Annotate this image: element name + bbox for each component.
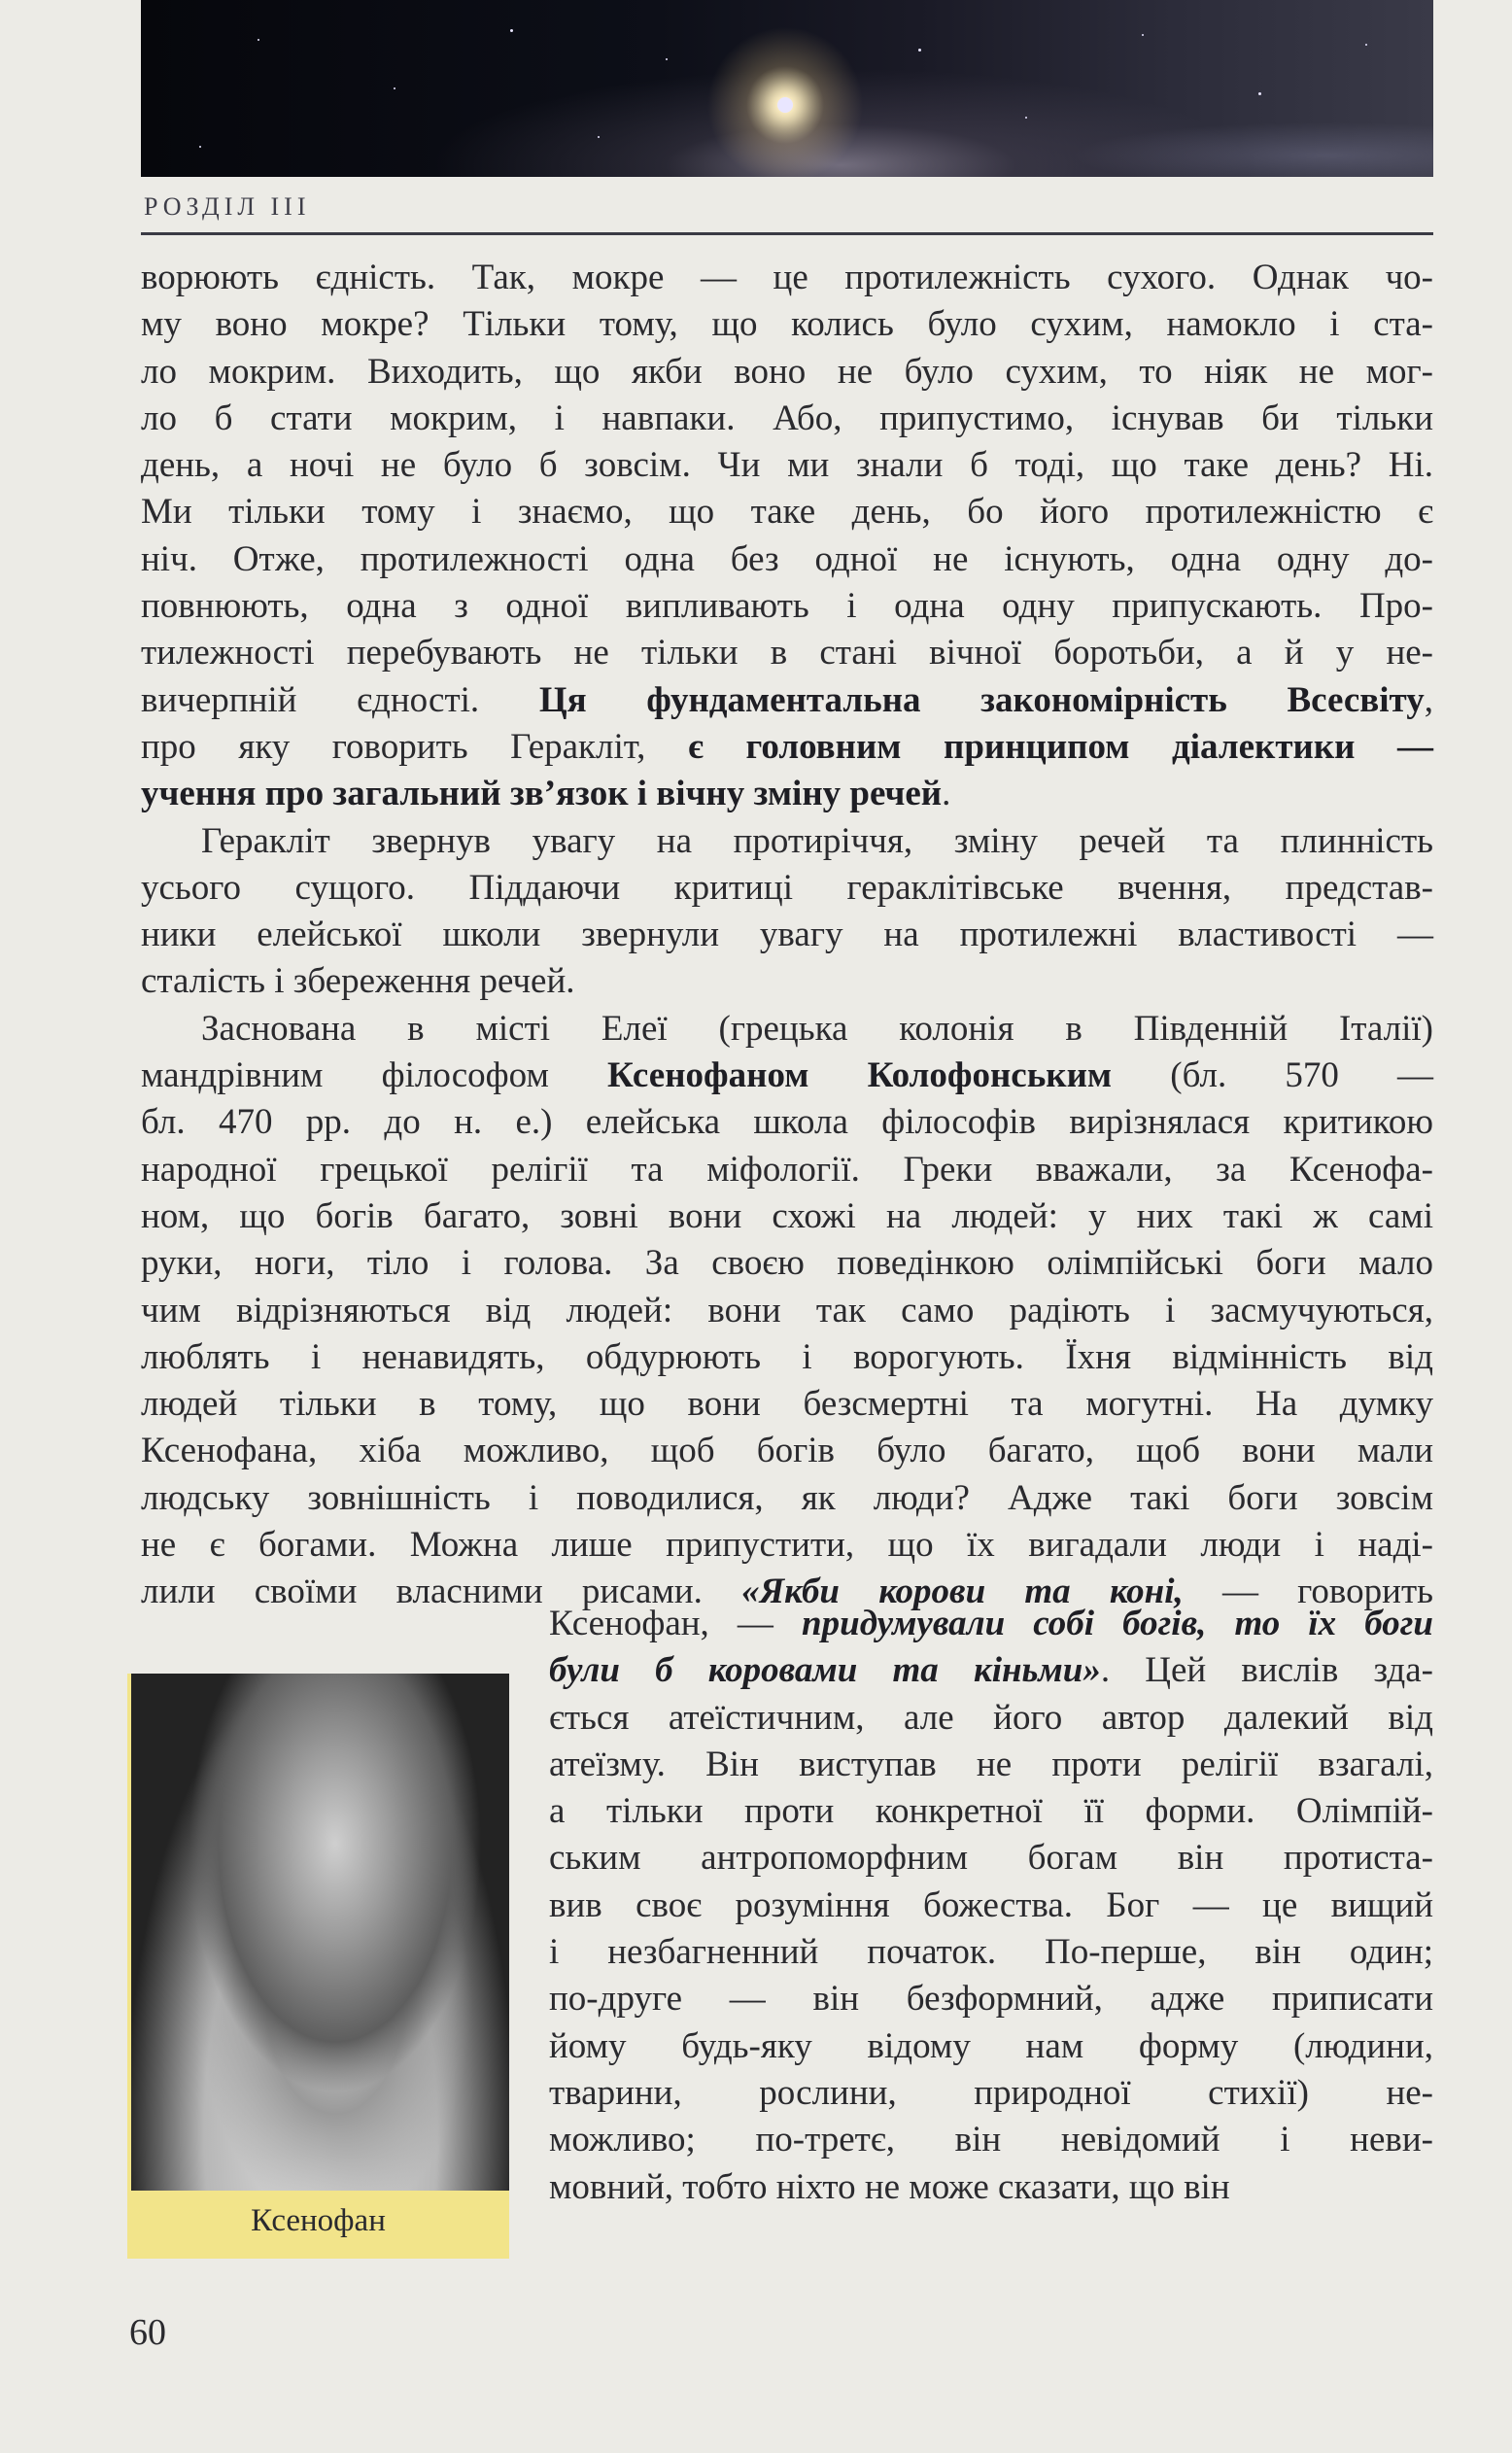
text-line	[549, 1601, 1433, 1647]
text-span: .	[942, 774, 951, 814]
space-banner-image	[141, 0, 1433, 177]
text-line: сталість і збереження речей.	[141, 961, 575, 1002]
text-line	[141, 771, 1433, 817]
text-line: можливо; по-третє, він невідомий і неви-	[549, 2120, 1433, 2160]
text-line: ло мокрим. Виходить, що якби воно не було сухим, то ніяк не мог-	[141, 351, 1433, 392]
quote-text: придумували собі богів, то їх боги	[802, 1604, 1433, 1643]
text-line: ворюють єдність. Так, мокре — це протилежність сухого. Однак чо-	[141, 258, 1433, 297]
text-span: ,	[1424, 679, 1433, 720]
text-span: — говорить	[1183, 1572, 1433, 1612]
star	[1258, 92, 1261, 95]
text-line: ніч. Отже, протилежності одна без одної не існують, одна одну до-	[141, 538, 1433, 579]
text-line: людську зовнішність і поводилися, як люди? Адже такі боги зовсім	[141, 1477, 1433, 1518]
text-line: ном, що богів багато, зовні вони схожі на людей: у них такі ж самі	[141, 1195, 1433, 1236]
text-span: про яку говорить Геракліт,	[141, 726, 688, 767]
philosopher-name: Ксенофаном Колофонським	[607, 1055, 1113, 1096]
star	[1365, 44, 1367, 46]
bright-star	[777, 97, 793, 113]
bold-statement: учення про загальний зв’язок і вічну зміну речей	[141, 774, 943, 814]
text-span: (бл. 570 —	[1112, 1055, 1433, 1096]
text-line: Геракліт звернув увагу на протиріччя, зміну речей та плинність	[201, 820, 1433, 861]
text-span: Ксенофан, —	[549, 1604, 803, 1643]
text-line: народної грецької релігії та міфології. Греки вважали, за Ксенофа-	[141, 1149, 1433, 1190]
star	[199, 146, 201, 148]
star	[598, 136, 600, 138]
text-line	[141, 1053, 1433, 1099]
text-line: і незбагненний початок. По-перше, він один;	[549, 1932, 1433, 1973]
text-line: тилежності перебувають не тільки в стані вічної боротьби, а й у не-	[141, 633, 1433, 674]
star	[258, 39, 259, 41]
text-span: вичерпній єдності.	[141, 679, 539, 720]
section-label: РОЗДІЛ ІІІ	[144, 192, 311, 221]
text-line: ським антропоморфним богам він протиста-	[549, 1838, 1433, 1879]
text-line: ється атеїстичним, але його автор далекий від	[549, 1697, 1433, 1738]
star	[1025, 117, 1027, 119]
portrait-figure	[127, 1674, 509, 2259]
text-span: . Цей вислів зда-	[1100, 1650, 1433, 1691]
star	[666, 58, 668, 60]
text-line: день, а ночі не було б зовсім. Чи ми знали б тоді, що таке день? Ні.	[141, 445, 1433, 486]
text-line: а тільки проти конкретної її форми. Олімпій-	[549, 1791, 1433, 1832]
portrait-caption: Ксенофан	[251, 2203, 386, 2238]
text-line	[549, 1647, 1433, 1694]
text-line: Ксенофана, хіба можливо, щоб богів було багато, щоб вони мали	[141, 1431, 1433, 1471]
text-line: бл. 470 рр. до н. е.) елейська школа філософів вирізнялася критикою	[141, 1102, 1433, 1143]
text-beside-portrait	[549, 1601, 1433, 2211]
text-line: по-друге — він безформний, адже приписати	[549, 1979, 1433, 2020]
text-line: не є богами. Можна лише припустити, що їх вигадали люди і наді-	[141, 1525, 1433, 1566]
star	[510, 29, 513, 32]
text-span: мандрівним філософом	[141, 1055, 608, 1096]
xenophanes-bust-image	[131, 1674, 509, 2191]
text-line: вив своє розуміння божества. Бог — це вищий	[549, 1884, 1433, 1925]
header-divider	[141, 232, 1433, 235]
quote-text: були б коровами та кіньми»	[549, 1650, 1101, 1691]
star	[394, 87, 395, 89]
text-line: Ми тільки тому і знаємо, що таке день, бо його протилежністю є	[141, 492, 1433, 533]
text-line: ло б стати мокрим, і навпаки. Або, припустимо, існував би тільки	[141, 397, 1433, 438]
text-line: Заснована в місті Елеї (грецька колонія в Південній Італії)	[201, 1008, 1433, 1049]
text-span: лили своїми власними рисами.	[141, 1572, 742, 1612]
bold-statement: є головним принципом діалектики —	[687, 726, 1433, 767]
text-line: ники елейської школи звернули увагу на протилежні властивості —	[141, 915, 1433, 955]
text-line: му воно мокре? Тільки тому, що колись було сухим, намокло і ста-	[141, 304, 1433, 345]
main-text	[141, 255, 1433, 1616]
text-line: руки, ноги, тіло і голова. За своєю поведінкою олімпійські боги мало	[141, 1243, 1433, 1284]
text-line	[141, 724, 1433, 771]
text-line	[141, 677, 1433, 724]
star	[1142, 34, 1144, 36]
bold-statement: Ця фундаментальна закономірність Всесвіту	[538, 679, 1425, 720]
text-line: чим відрізняються від людей: вони так само радіють і засмучуються,	[141, 1290, 1433, 1330]
text-line: тварини, рослини, природної стихії) не-	[549, 2072, 1433, 2113]
text-line: йому будь-яку відому нам форму (людини,	[549, 2025, 1433, 2066]
quote-text: «Якби корови та коні,	[741, 1572, 1184, 1612]
text-line: повнюють, одна з одної випливають і одна одну припускають. Про-	[141, 586, 1433, 627]
text-line: мовний, тобто ніхто не може сказати, що він	[549, 2166, 1230, 2207]
text-line: усього сущого. Піддаючи критиці гераклітівське вчення, представ-	[141, 867, 1433, 908]
page-number: 60	[129, 2312, 166, 2353]
text-line: атеїзму. Він виступав не проти релігії взагалі,	[549, 1744, 1433, 1784]
text-line: людей тільки в тому, що вони безсмертні та могутні. На думку	[141, 1384, 1433, 1425]
text-line: люблять і ненавидять, обдурюють і ворогують. Їхня відмінність від	[141, 1336, 1433, 1377]
star	[918, 49, 921, 52]
